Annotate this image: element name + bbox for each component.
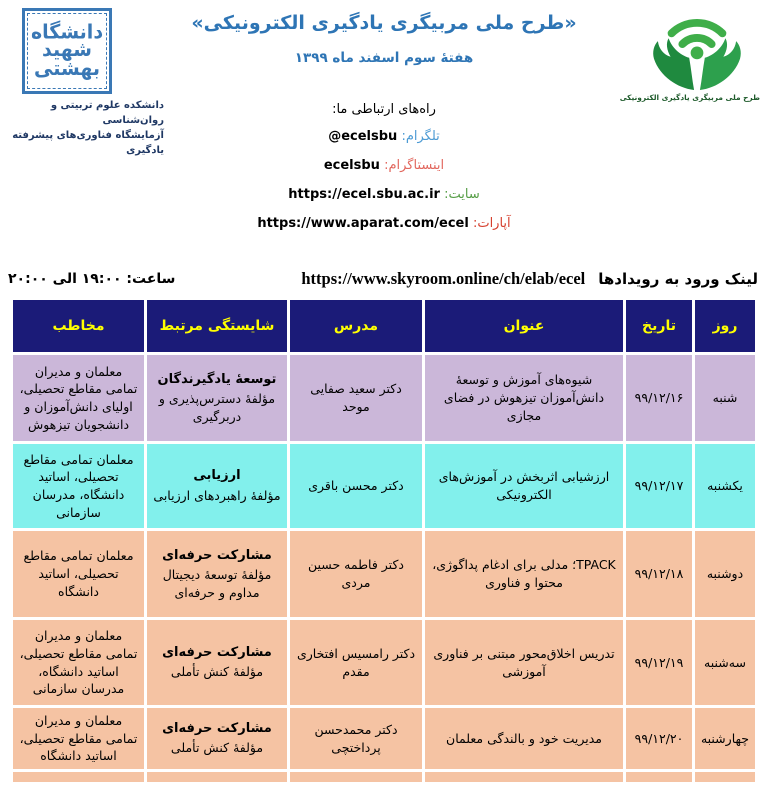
cell-instructor: دکتر رامسیس افتخاری مقدم: [290, 620, 422, 705]
cell-date: ۹۹/۱۲/۱۷: [626, 444, 692, 528]
cell-title: TPACK؛ مدلی برای ادغام پداگوژی، محتوا و فناوری: [425, 531, 623, 617]
cell-day: چهارشنبه: [695, 708, 755, 769]
contact-value-telegram[interactable]: @ecelsbu: [328, 129, 398, 144]
hands-wifi-icon: [638, 4, 756, 92]
contact-label-telegram: تلگرام:: [401, 129, 440, 144]
cell-competency: [147, 444, 287, 528]
cell-competency: [147, 355, 287, 441]
contact-line-instagram: [140, 157, 628, 175]
cell-instructor: دکتر فاطمه حسین مردی: [290, 531, 422, 617]
contact-value-aparat[interactable]: https://www.aparat.com/ecel: [257, 216, 469, 231]
competency-title: مشارکت حرفه‌ای: [162, 720, 272, 736]
cell-empty: [13, 772, 144, 782]
cell-audience: معلمان تمامی مقاطع تحصیلی، اساتید دانشگاه: [13, 531, 144, 617]
schedule-header-row: [13, 300, 755, 352]
cell-empty: [626, 772, 692, 782]
competency-detail: مؤلفهٔ راهبردهای ارزیابی: [153, 487, 281, 503]
cell-empty: [290, 772, 422, 782]
schedule-table: [10, 297, 758, 785]
program-logo-caption: طرح ملی مربیگری یادگیری الکترونیکی: [619, 93, 760, 102]
contact-label-website: سایت:: [444, 187, 480, 202]
schedule-row: [13, 620, 755, 705]
competency-detail: مؤلفهٔ توسعهٔ دیجیتال مداوم و حرفه‌ای: [162, 566, 272, 600]
header-center: [140, 12, 628, 233]
competency-detail: مؤلفهٔ دسترس‌پذیری و دربرگیری: [158, 390, 276, 424]
schedule-row: [13, 355, 755, 441]
cell-day: یکشنبه: [695, 444, 755, 528]
cell-audience: معلمان و مدیران تمامی مقاطع تحصیلی، اساتید دانشگاه، مدرسان سازمانی: [13, 620, 144, 705]
cell-instructor: دکتر محسن باقری: [290, 444, 422, 528]
contact-value-website[interactable]: https://ecel.sbu.ac.ir: [288, 187, 440, 202]
contact-line-aparat: [140, 215, 628, 233]
cell-title: تدریس اخلاق‌محور مبتنی بر فناوری آموزشی: [425, 620, 623, 705]
cell-day: سه‌شنبه: [695, 620, 755, 705]
cell-empty: [695, 772, 755, 782]
faculty-name: دانشکده علوم تربیتی و روان‌شناسی: [50, 100, 164, 126]
contact-list: [140, 128, 628, 233]
cell-empty: [147, 772, 287, 782]
cell-title: مدیریت خود و بالندگی معلمان: [425, 708, 623, 769]
cell-competency: [147, 708, 287, 769]
column-header-day: روز: [695, 300, 755, 352]
lab-name: آزمایشگاه فناوری‌های پیشرفته یادگیری: [12, 130, 164, 156]
cell-audience: معلمان و مدیران تمامی مقاطع تحصیلی، اولیای دانش‌آموزان و دانشجویان تیزهوش: [13, 355, 144, 441]
university-logo-calligraphy: [30, 20, 104, 81]
cell-audience: معلمان تمامی مقاطع تحصیلی، اساتید دانشگاه، مدرسان سازمانی: [13, 444, 144, 528]
events-link-row: [8, 264, 758, 294]
cell-empty: [425, 772, 623, 782]
events-link-url[interactable]: https://www.skyroom.online/ch/elab/ecel: [301, 269, 586, 288]
cell-title: شیوه‌های آموزش و توسعهٔ دانش‌آموزان تیزهوش در فضای مجازی: [425, 355, 623, 441]
schedule-row-cutoff: [13, 772, 755, 782]
column-header-competency: شایستگی مرتبط: [147, 300, 287, 352]
competency-title: مشارکت حرفه‌ای: [162, 644, 272, 660]
contact-label-instagram: اینستاگرام:: [384, 158, 445, 173]
cell-date: ۹۹/۱۲/۱۶: [626, 355, 692, 441]
competency-detail: مؤلفهٔ کنش تأملی: [170, 664, 264, 680]
cell-date: ۹۹/۱۲/۱۸: [626, 531, 692, 617]
logo-word-3: بهشتی: [34, 57, 100, 81]
schedule-row: [13, 708, 755, 769]
university-logo-border: [27, 13, 107, 89]
cell-title: ارزشیابی اثربخش در آموزش‌های الکترونیکی: [425, 444, 623, 528]
logo-word-1: دانشگاه: [30, 20, 104, 44]
competency-title: مشارکت حرفه‌ای: [162, 547, 272, 563]
column-header-date: تاریخ: [626, 300, 692, 352]
cell-day: شنبه: [695, 355, 755, 441]
cell-competency: [147, 620, 287, 705]
cell-date: ۹۹/۱۲/۱۹: [626, 620, 692, 705]
schedule-row: [13, 531, 755, 617]
contact-label-aparat: آپارات:: [472, 216, 511, 231]
column-header-instructor: مدرس: [290, 300, 422, 352]
university-logo: [22, 8, 112, 94]
schedule-row: [13, 444, 755, 528]
column-header-title: عنوان: [425, 300, 623, 352]
session-time: ساعت: ۱۹:۰۰ الی ۲۰:۰۰: [8, 271, 176, 287]
cell-instructor: دکتر سعید صفایی موحد: [290, 355, 422, 441]
contact-heading: راه‌های ارتباطی ما:: [332, 102, 436, 117]
column-header-audience: مخاطب: [13, 300, 144, 352]
program-logo: [619, 4, 760, 102]
events-link-group: [301, 269, 758, 289]
page-subtitle: هفتهٔ سوم اسفند ماه ۱۳۹۹: [294, 50, 474, 66]
competency-title: ارزیابی: [193, 468, 241, 484]
cell-day: دوشنبه: [695, 531, 755, 617]
cell-competency: [147, 531, 287, 617]
cell-date: ۹۹/۱۲/۲۰: [626, 708, 692, 769]
contact-value-instagram[interactable]: ecelsbu: [323, 158, 380, 173]
contact-line-telegram: [140, 128, 628, 146]
schedule-body: [13, 355, 755, 782]
competency-detail: مؤلفهٔ کنش تأملی: [170, 740, 264, 756]
page-title: «طرح ملی مربیگری یادگیری الکترونیکی»: [191, 12, 577, 34]
logo-word-2: شهید: [42, 38, 92, 62]
cell-audience: معلمان و مدیران تمامی مقاطع تحصیلی، اساتید دانشگاه: [13, 708, 144, 769]
events-link-label: لینک ورود به رویدادها: [598, 270, 758, 288]
competency-title: توسعهٔ یادگیرندگان: [157, 371, 277, 387]
cell-instructor: دکتر محمدحسن پرداختچی: [290, 708, 422, 769]
contact-line-website: [140, 186, 628, 204]
